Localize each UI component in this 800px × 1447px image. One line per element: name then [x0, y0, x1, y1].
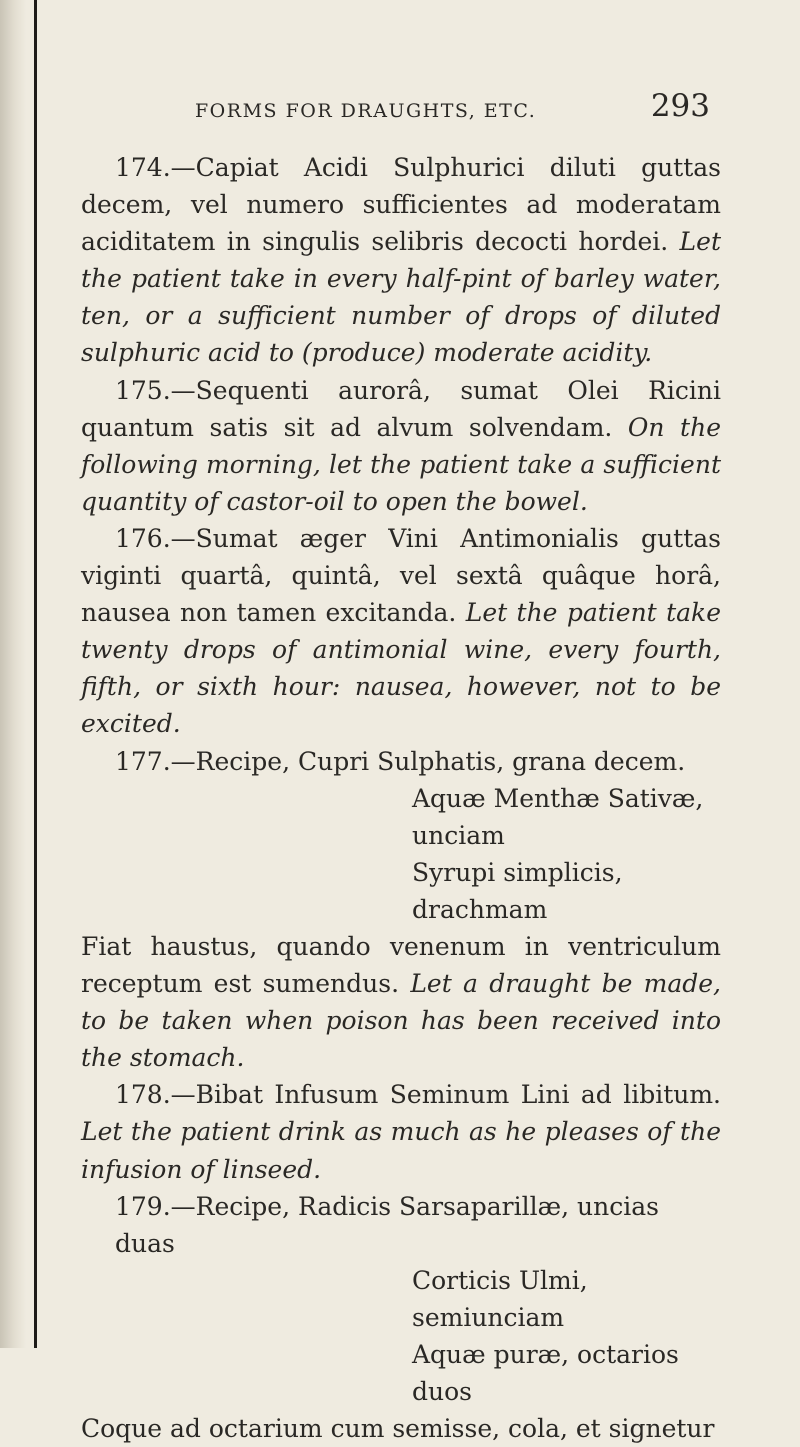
entry-178 — [81, 1076, 721, 1187]
entry-number: 176. — [115, 523, 171, 553]
recipe-ingredient: —Recipe, Cupri Sulphatis, grana decem. — [170, 746, 686, 776]
page-number: 293 — [650, 88, 710, 124]
entry-number: 178. — [115, 1080, 171, 1110]
entry-179 — [81, 1188, 721, 1447]
entry-177 — [81, 743, 721, 1077]
entry-176 — [81, 520, 721, 743]
gutter-edge-line — [34, 0, 37, 1348]
recipe-ingredient: —Recipe, Radicis Sarsaparillæ, uncias duas — [115, 1191, 659, 1258]
recipe-ingredient: Aquæ puræ, octarios duos — [412, 1340, 679, 1407]
entry-latin: —Capiat Acidi Sulphurici diluti guttas decem, vel numero sufficientes ad moderatam aciditatem in singulis selibris decocti hordei. — [81, 153, 721, 257]
entry-number: 177. — [115, 746, 171, 776]
recipe-ingredient: Aquæ Menthæ Sativæ, unciam — [412, 783, 704, 850]
recipe-directions — [81, 1410, 721, 1447]
entry-english: On the following morning, let the patient take a sufficient quantity of castor-oil to open the bowel. — [81, 412, 721, 516]
entry-number: 175. — [115, 375, 171, 405]
entry-174 — [81, 149, 721, 372]
entry-latin: —Bibat Infusum Seminum Lini ad libitum. — [170, 1080, 721, 1110]
entry-latin: Fiat haustus, quando venenum in ventriculum receptum est sumendus. — [81, 931, 721, 999]
running-header — [195, 88, 710, 128]
page-body — [81, 149, 721, 1447]
running-head-title: FORMS FOR DRAUGHTS, ETC. — [195, 100, 537, 122]
recipe-ingredient: Syrupi simplicis, drachmam — [412, 857, 623, 924]
entry-latin: —Sequenti aurorâ, sumat Olei Ricini quantum satis sit ad alvum solvendam. — [81, 375, 721, 442]
entry-english: Let a draught be made, to be taken when poison has been received into the stomach. — [81, 969, 721, 1073]
entry-english: Let the patient take in every half-pint of barley water, ten, or a sufficient number of drops of diluted sulphuric acid to (produce) moderate acidity. — [81, 227, 721, 368]
recipe-first-line — [115, 1188, 721, 1262]
entry-latin: Coque ad octarium cum semisse, cola, et signetur — [81, 1414, 715, 1444]
recipe-ingredient: Corticis Ulmi, semiunciam — [412, 1265, 588, 1332]
recipe-first-line — [115, 743, 721, 780]
entry-175 — [81, 372, 721, 520]
entry-english: Let the patient drink as much as he pleases of the infusion of linseed. — [81, 1117, 721, 1184]
page-binding-shadow — [0, 0, 26, 1348]
entry-english: Let the patient take twenty drops of antimonial wine, every fourth, fifth, or sixth hour: nausea, however, not to be excited. — [81, 598, 721, 739]
entry-number: 179. — [115, 1191, 171, 1221]
entry-latin: —Sumat æger Vini Antimonialis guttas viginti quartâ, quintâ, vel sextâ quâque horâ, nausea non tamen excitanda. — [81, 523, 721, 628]
entry-number: 174. — [115, 153, 171, 182]
recipe-directions — [81, 928, 721, 1076]
